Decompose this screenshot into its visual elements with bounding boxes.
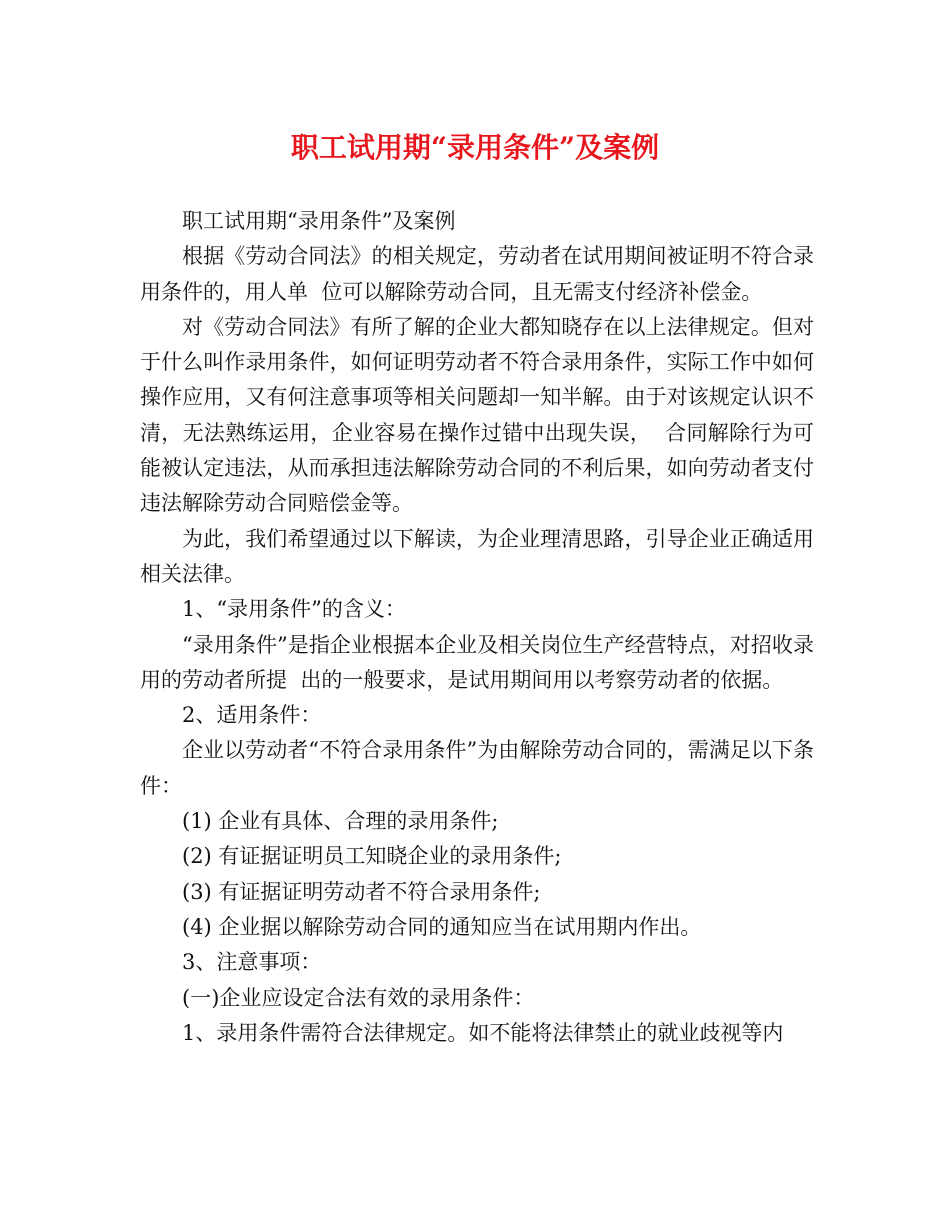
section-heading: 2、适用条件：: [182, 703, 322, 728]
paragraph: 对《劳动合同法》有所了解的企业大都知晓存在以上法律规定。但对于什么叫作录用条件，如何证明劳动者不符合录用条件，实际工作中如何操作应用，又有何注意事项等相关问题却一知半解。由于对该规定认识不清，无法熟练运用，企业容易在操作过错中出现失误， 合同解除行为可能被认定违法，从而承担违法解除劳动合同的不利后果，如向劳动者支付违法解除劳动合同赔偿金等。: [140, 314, 814, 516]
paragraph: 根据《劳动合同法》的相关规定，劳动者在试用期间被证明不符合录用条件的，用人单 位可以解除劳动合同，且无需支付经济补偿金。: [140, 244, 814, 304]
section-heading: 3、注意事项：: [182, 950, 322, 975]
document-title: 职工试用期“录用条件”及案例: [290, 131, 660, 164]
list-item: (1) 企业有具体、合理的录用条件;: [182, 809, 499, 834]
list-item: (2) 有证据证明员工知晓企业的录用条件;: [182, 844, 562, 869]
subsection-heading: (一)企业应设定合法有效的录用条件：: [182, 985, 535, 1010]
document-body: [140, 204, 814, 1051]
paragraph: 企业以劳动者“不符合录用条件”为由解除劳动合同的，需满足以下条件：: [140, 738, 814, 798]
list-item: (3) 有证据证明劳动者不符合录用条件;: [182, 879, 541, 904]
paragraph: 为此，我们希望通过以下解读，为企业理清思路，引导企业正确适用相关法律。: [140, 526, 814, 586]
paragraph-subtitle: 职工试用期“录用条件”及案例: [182, 209, 456, 233]
paragraph: 1、录用条件需符合法律规定。如不能将法律禁止的就业歧视等内: [182, 1020, 784, 1045]
paragraph: “录用条件”是指企业根据本企业及相关岗位生产经营特点，对招收录用的劳动者所提 出的一般要求，是试用期间用以考察劳动者的依据。: [140, 632, 814, 692]
list-item: (4) 企业据以解除劳动合同的通知应当在试用期内作出。: [182, 914, 702, 939]
section-heading: 1、“录用条件”的含义：: [182, 597, 406, 622]
